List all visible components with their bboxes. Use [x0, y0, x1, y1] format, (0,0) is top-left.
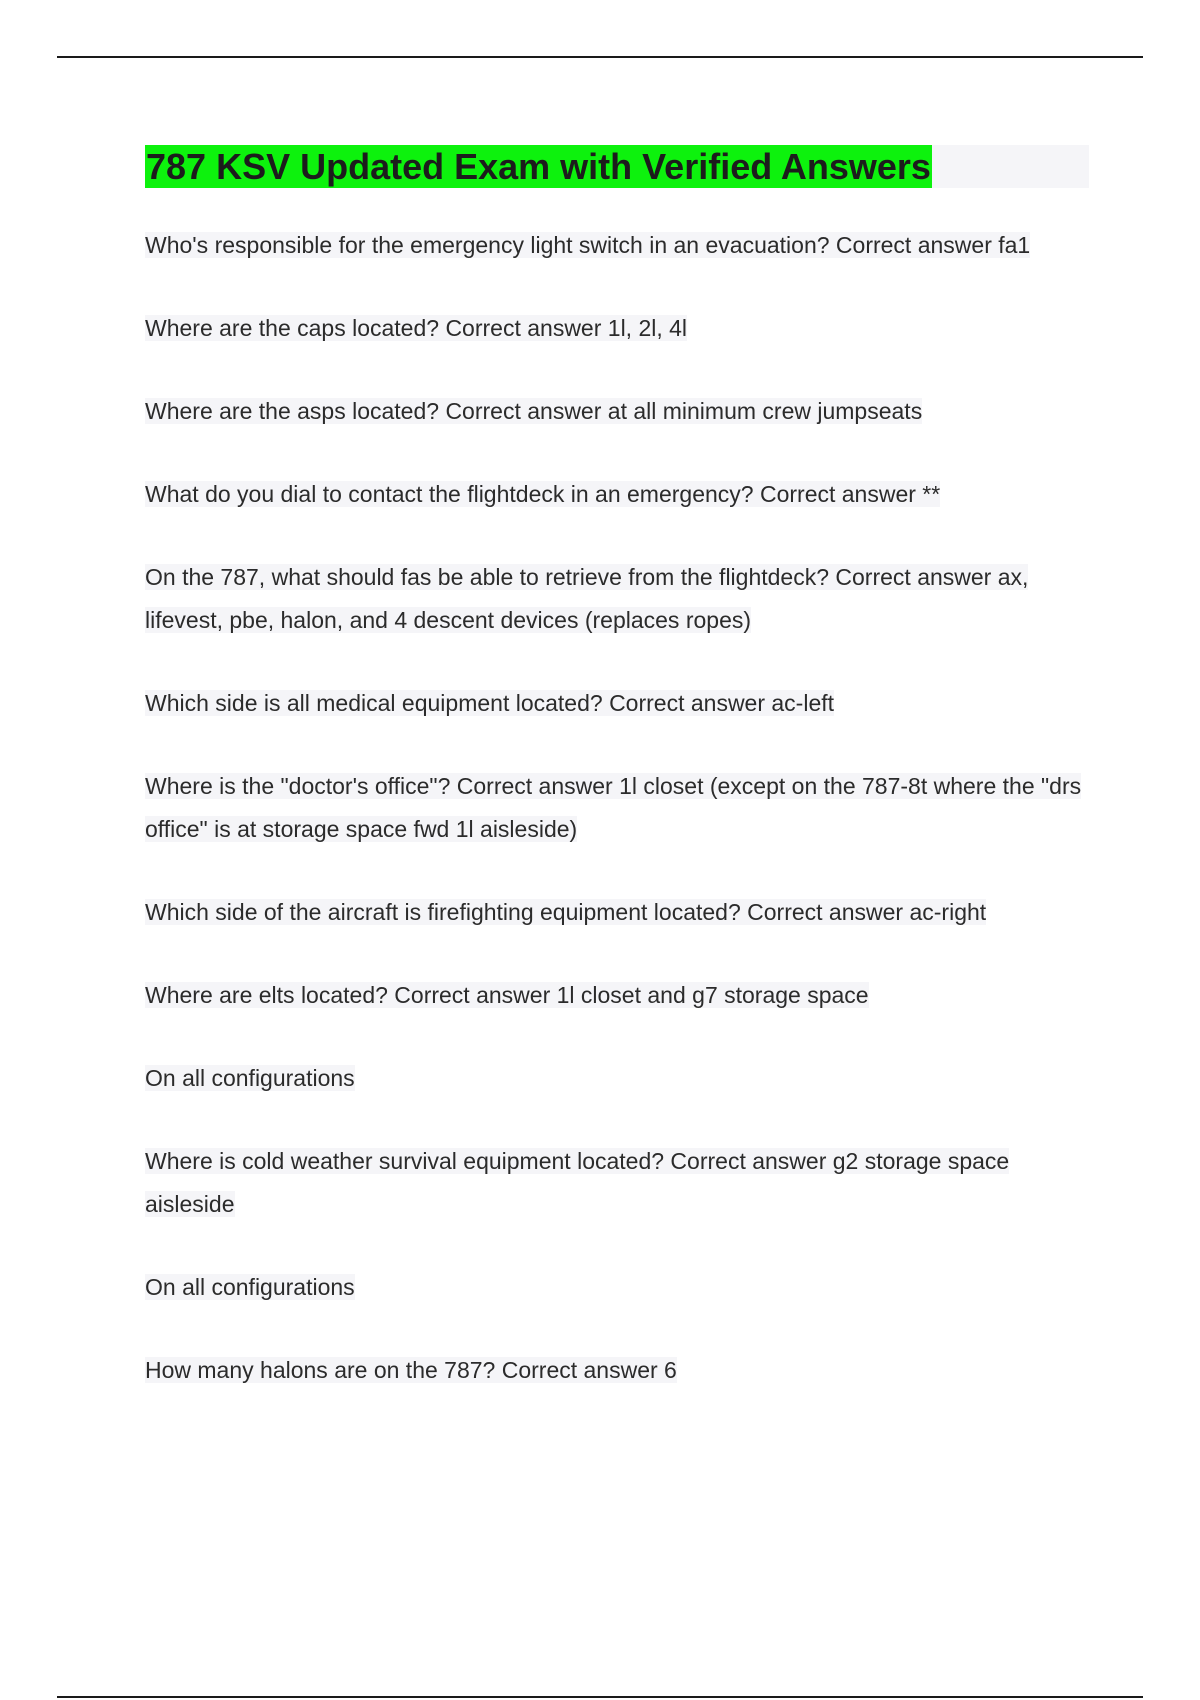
title-row — [145, 145, 1089, 188]
qa-item: Where is the "doctor's office"? Correct answer 1l closet (except on the 787-8t where the "drs office" is at storage space fwd 1l aisleside) — [145, 773, 1082, 842]
qa-item: Which side of the aircraft is firefighting equipment located? Correct answer ac-right — [145, 899, 987, 925]
qa-item: Where are elts located? Correct answer 1l closet and g7 storage space — [145, 982, 869, 1008]
qa-item: How many halons are on the 787? Correct answer 6 — [145, 1357, 677, 1383]
document-body — [145, 145, 1089, 1432]
document-title: 787 KSV Updated Exam with Verified Answers — [146, 146, 931, 187]
page-top-rule — [57, 56, 1143, 58]
qa-item: Where are the asps located? Correct answer at all minimum crew jumpseats — [145, 398, 923, 424]
qa-item: Where is cold weather survival equipment located? Correct answer g2 storage space aisleside — [145, 1148, 1010, 1217]
qa-item: On the 787, what should fas be able to retrieve from the flightdeck? Correct answer ax, lifevest, pbe, halon, and 4 descent devices (replaces ropes) — [145, 564, 1029, 633]
qa-item: What do you dial to contact the flightdeck in an emergency? Correct answer ** — [145, 481, 941, 507]
qa-item: On all configurations — [145, 1274, 355, 1300]
qa-item: Who's responsible for the emergency light switch in an evacuation? Correct answer fa1 — [145, 232, 1031, 258]
page-bottom-rule — [57, 1696, 1143, 1698]
qa-item: Where are the caps located? Correct answer 1l, 2l, 4l — [145, 315, 688, 341]
qa-item: Which side is all medical equipment located? Correct answer ac-left — [145, 690, 835, 716]
qa-item: On all configurations — [145, 1065, 355, 1091]
